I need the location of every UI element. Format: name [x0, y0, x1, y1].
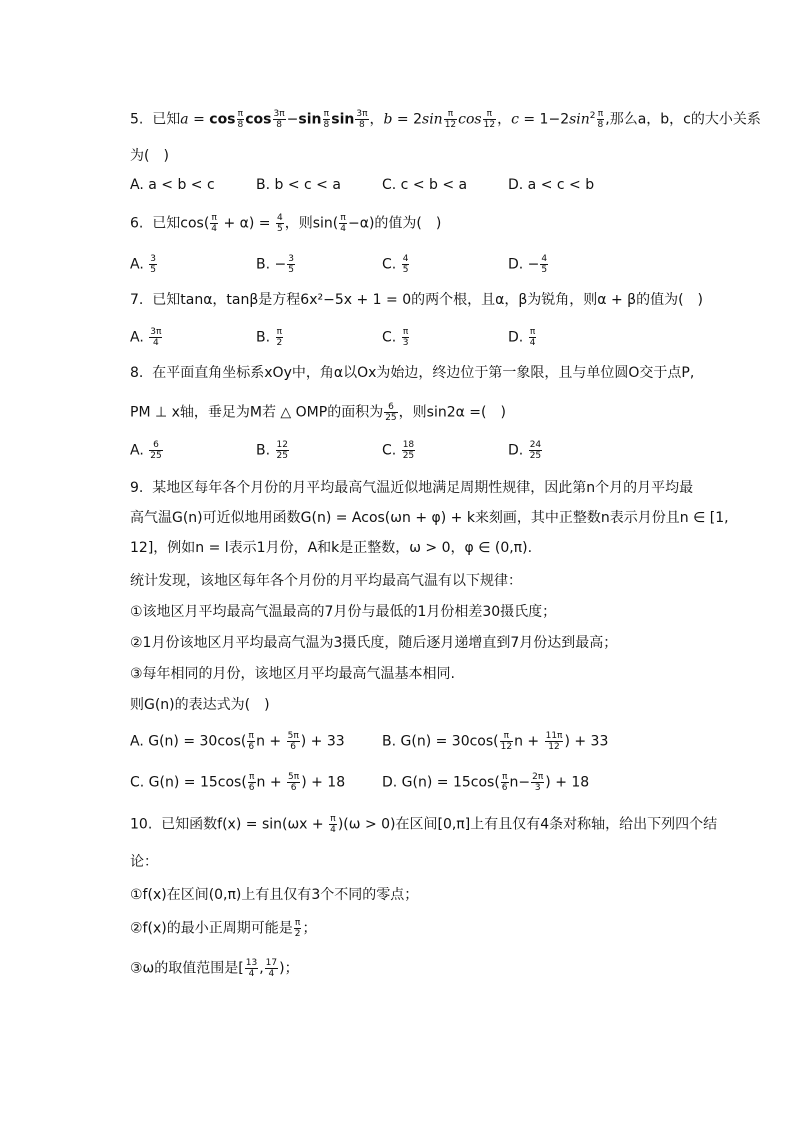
q9-rule-2: ②1月份该地区月平均最高气温为3摄氏度，随后逐月递增直到7月份达到最高； [130, 635, 618, 651]
q6-option-c[interactable]: C. $\frac{4}{5}$ [382, 254, 409, 275]
q10-line1: 10. 已知函数f(x) = sin(ωx + $\frac{\pi}{4}$ )(ω > 0)在区间[0,π]上有且仅有4条对称轴，给出下列四个结 [130, 814, 718, 835]
q9-option-d[interactable]: D. G(n) = 15cos( $\frac{\pi}{6}$ n− $\frac{2\pi}{3}$ ) + 18 [382, 772, 590, 793]
q7-option-b[interactable]: B. $\frac{\pi}{2}$ [256, 327, 283, 348]
q8-option-a[interactable]: A. $\frac{6}{25}$ [130, 440, 162, 461]
q6-stem: 6. 已知cos( $\frac{\pi}{4}$ + α) = $\frac{4}{5}$ ，则sin( $\frac{\pi}{4}$ −α)的值为( ) [130, 213, 442, 234]
q9-line1: 9. 某地区每年各个月份的月平均最高气温近似地满足周期性规律，因此第n个月的月平均最 [130, 480, 694, 496]
q5-option-b[interactable]: B. b < c < a [256, 177, 341, 193]
q6-option-a[interactable]: A. $\frac{3}{5}$ [130, 254, 156, 275]
q8-option-d[interactable]: D. $\frac{24}{25}$ [508, 440, 542, 461]
q9-rule-1: ①该地区月平均最高气温最高的7月份与最低的1月份相差30摄氏度； [130, 604, 557, 620]
q9-line3: 12]，例如n = l表示1月份，A和k是正整数，ω > 0，φ ∈ (0,π). [130, 540, 533, 556]
q10-conclusion-1: ①f(x)在区间(0,π)上有且仅有3个不同的零点； [130, 887, 419, 903]
q9-option-a[interactable]: A. G(n) = 30cos( $\frac{\pi}{6}$ n + $\frac{5\pi}{6}$ ) + 33 [130, 731, 345, 752]
q7-option-a[interactable]: A. $\frac{3\pi}{4}$ [130, 327, 162, 348]
q8-option-c[interactable]: C. $\frac{18}{25}$ [382, 440, 415, 461]
q6-option-d[interactable]: D. − $\frac{4}{5}$ [508, 254, 548, 275]
q8-line2: PM ⊥ x轴，垂足为M若 △ OMP的面积为 $\frac{6}{25}$ ，则sin2α =( ) [130, 402, 506, 423]
q9-line4: 统计发现，该地区每年各个月份的月平均最高气温有以下规律： [130, 573, 522, 589]
q5-line2: 为( ) [130, 148, 169, 164]
q7-option-c[interactable]: C. $\frac{\pi}{3}$ [382, 327, 409, 348]
q5-line1: 5. 已知a = cos $\frac{\pi}{8}$ cos $\frac{3\pi}{8}$ −sin $\frac{\pi}{8}$ sin $\frac{3\pi}{8}$ ，b = 2sin $\frac{\pi}{12}$ cos $\frac{\pi}{12}$ ，$c = 1-2\sin^2$ $\frac{\pi}{8}$ ,那么a，b，c的大小关系 [130, 109, 761, 131]
q8-line1: 8. 在平面直角坐标系xOy中，角α以Ox为始边，终边位于第一象限，且与单位圆O交于点P, [130, 365, 695, 381]
q9-rule-3: ③每年相同的月份，该地区月平均最高气温基本相同. [130, 666, 455, 682]
q10-line2: 论： [130, 854, 158, 870]
q5-option-d[interactable]: D. a < c < b [508, 177, 595, 193]
q5-option-c[interactable]: C. c < b < a [382, 177, 468, 193]
q8-option-b[interactable]: B. $\frac{12}{25}$ [256, 440, 288, 461]
q7-option-d[interactable]: D. $\frac{\pi}{4}$ [508, 327, 536, 348]
q7-stem: 7. 已知tanα，tanβ是方程6x²−5x + 1 = 0的两个根，且α，β为锐角，则α + β的值为( ) [130, 292, 703, 308]
q10-conclusion-3: ③ω的取值范围是[ $\frac{13}{4}$ , $\frac{17}{4}$ )； [130, 958, 299, 979]
q6-option-b[interactable]: B. − $\frac{3}{5}$ [256, 254, 294, 275]
q9-option-c[interactable]: C. G(n) = 15cos( $\frac{\pi}{6}$ n + $\frac{5\pi}{6}$ ) + 18 [130, 772, 346, 793]
q10-conclusion-2: ②f(x)的最小正周期可能是 $\frac{\pi}{2}$ ； [130, 918, 317, 939]
q9-ask: 则G(n)的表达式为( ) [130, 697, 270, 713]
q5-option-a[interactable]: A. a < b < c [130, 177, 215, 193]
q9-line2: 高气温G(n)可近似地用函数G(n) = Acos(ωn + φ) + k来刻画，其中正整数n表示月份且n ∈ [1, [130, 510, 729, 526]
q9-option-b[interactable]: B. G(n) = 30cos( $\frac{\pi}{12}$ n + $\frac{11\pi}{12}$ ) + 33 [382, 731, 609, 752]
